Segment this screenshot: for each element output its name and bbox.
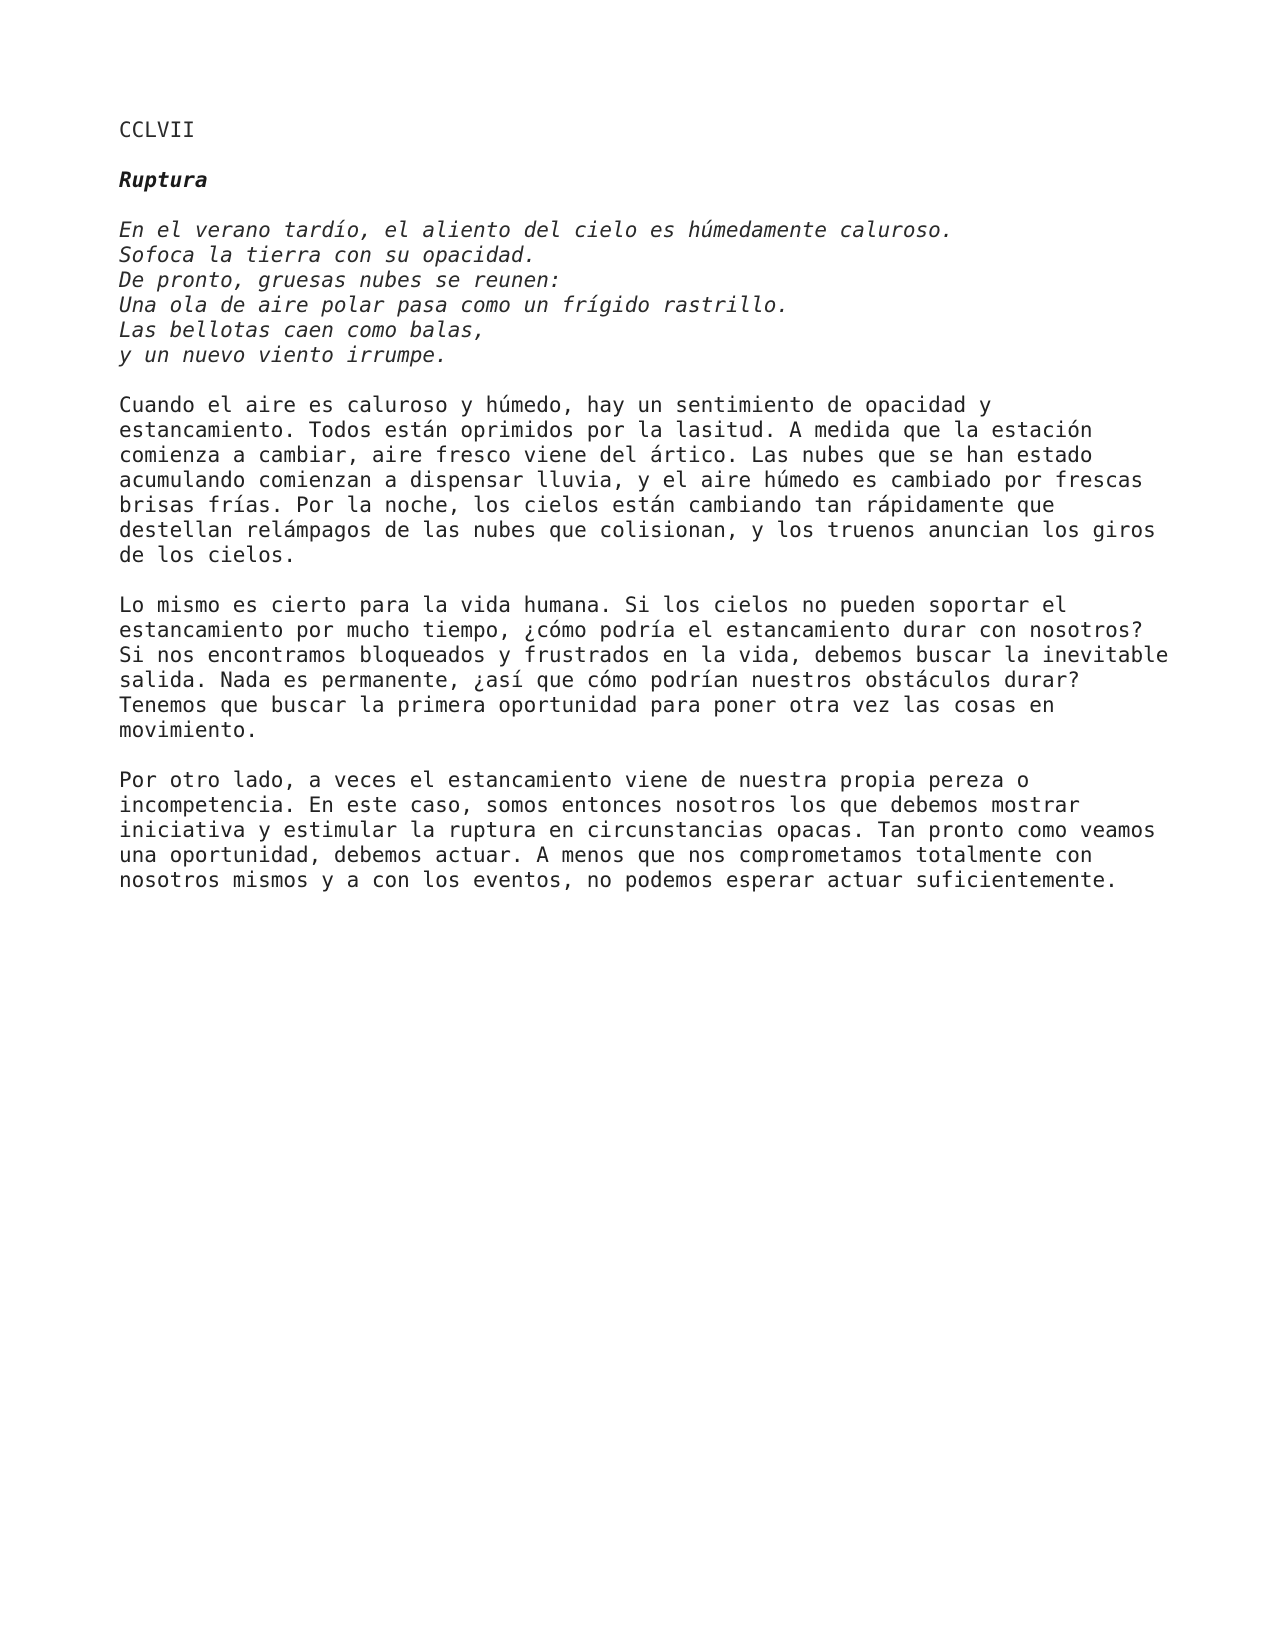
- chapter-numeral: CCLVII: [119, 118, 195, 142]
- verse-line: De pronto, gruesas nubes se reunen:: [119, 268, 562, 292]
- paragraph-line: estancamiento por mucho tiempo, ¿cómo podría el estancamiento durar con nosotros?: [119, 618, 1144, 642]
- spacer: [119, 568, 1239, 593]
- paragraph-line: iniciativa y estimular la ruptura en circunstancias opacas. Tan pronto como veamos: [119, 818, 1156, 842]
- verse-block: [119, 218, 1239, 368]
- paragraph-line: destellan relámpagos de las nubes que colisionan, y los truenos anuncian los giros: [119, 518, 1156, 542]
- spacer: [119, 743, 1239, 768]
- paragraph-line: movimiento.: [119, 718, 259, 742]
- paragraph-line: comienza a cambiar, aire fresco viene del ártico. Las nubes que se han estado: [119, 443, 1093, 467]
- verse-line: Las bellotas caen como balas,: [119, 318, 486, 342]
- paragraph-line: incompetencia. En este caso, somos entonces nosotros los que debemos mostrar: [119, 793, 1080, 817]
- spacer: [119, 143, 1239, 168]
- verse-line: En el verano tardío, el aliento del cielo es húmedamente caluroso.: [119, 218, 954, 242]
- paragraph-line: de los cielos.: [119, 543, 297, 567]
- paragraph: [119, 593, 1239, 743]
- paragraph-line: Lo mismo es cierto para la vida humana. Si los cielos no pueden soportar el: [119, 593, 1068, 617]
- paragraph-line: Cuando el aire es caluroso y húmedo, hay un sentimiento de opacidad y: [119, 393, 992, 417]
- chapter-title: Ruptura: [119, 168, 208, 192]
- spacer: [119, 368, 1239, 393]
- verse-line: y un nuevo viento irrumpe.: [119, 343, 448, 367]
- paragraph-line: una oportunidad, debemos actuar. A menos que nos comprometamos totalmente con: [119, 843, 1093, 867]
- paragraph-line: Por otro lado, a veces el estancamiento viene de nuestra propia pereza o: [119, 768, 1030, 792]
- verse-line: Sofoca la tierra con su opacidad.: [119, 243, 537, 267]
- spacer: [119, 193, 1239, 218]
- paragraph-line: acumulando comienzan a dispensar lluvia, y el aire húmedo es cambiado por frescas: [119, 468, 1144, 492]
- paragraph-line: Si nos encontramos bloqueados y frustrados en la vida, debemos buscar la inevitable: [119, 643, 1169, 667]
- paragraph: [119, 768, 1239, 893]
- verse-line: Una ola de aire polar pasa como un frígido rastrillo.: [119, 293, 790, 317]
- paragraph: [119, 393, 1239, 568]
- paragraph-line: Tenemos que buscar la primera oportunidad para poner otra vez las cosas en: [119, 693, 1055, 717]
- paragraph-line: nosotros mismos y a con los eventos, no podemos esperar actuar suficientemente.: [119, 868, 1118, 892]
- paragraph-line: brisas frías. Por la noche, los cielos están cambiando tan rápidamente que: [119, 493, 1055, 517]
- paragraph-line: estancamiento. Todos están oprimidos por la lasitud. A medida que la estación: [119, 418, 1093, 442]
- document-body: [119, 118, 1239, 893]
- paragraph-line: salida. Nada es permanente, ¿así que cómo podrían nuestros obstáculos durar?: [119, 668, 1080, 692]
